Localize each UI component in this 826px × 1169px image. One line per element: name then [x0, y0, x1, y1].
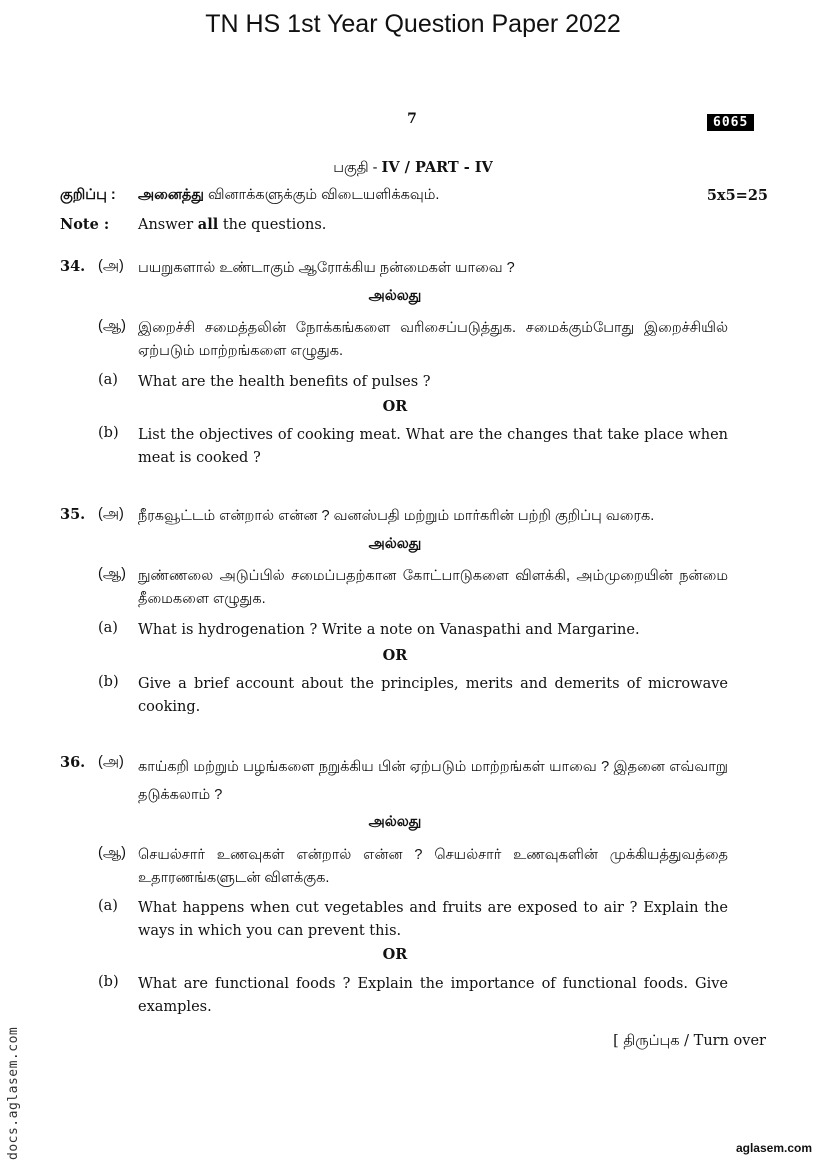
sub-label-tamil-a: (அ): [98, 506, 124, 522]
page-number: 7: [407, 111, 417, 127]
question-text-english-a: What happens when cut vegetables and fruits are exposed to air ? Explain the ways in which you can prevent this.: [138, 900, 728, 939]
paper-code-badge: 6065: [707, 114, 754, 131]
footer-brand: aglasem.com: [735, 1141, 812, 1155]
or-tamil-divider: அல்லது: [368, 536, 422, 552]
question-text-english-b: What are functional foods ? Explain the importance of functional foods. Give examples.: [138, 976, 728, 1015]
question-text-english-b: Give a brief account about the principles, merits and demerits of microwave cooking.: [138, 676, 728, 715]
sub-label-a: (a): [98, 372, 118, 388]
sub-label-tamil-b: (ஆ): [98, 318, 126, 334]
sub-label-tamil-b: (ஆ): [98, 845, 126, 861]
note-english-post: the questions.: [218, 217, 327, 233]
question-number: 34.: [60, 258, 86, 275]
note-tamil-label: குறிப்பு :: [60, 187, 116, 203]
or-tamil-divider: அல்லது: [368, 814, 422, 830]
question-text-tamil-b: நுண்ணலை அடுப்பில் சமைப்பதற்கான கோட்பாடுகளை விளக்கி, அம்முறையின் நன்மை தீமைகளை எழுதுக.: [138, 568, 728, 607]
question-text-english-a: What is hydrogenation ? Write a note on Vanaspathi and Margarine.: [138, 622, 640, 638]
note-tamil: [60, 184, 768, 207]
note-tamil-bold: அனைத்து: [138, 187, 204, 203]
question-text-tamil-a: காய்கறி மற்றும் பழங்களை நறுக்கிய பின் ஏற்படும் மாற்றங்கள் யாவை ? இதனை எவ்வாறு தடுக்கலாம் ?: [138, 759, 728, 803]
sub-label-a: (a): [98, 898, 118, 914]
question-text-tamil-b: செயல்சார் உணவுகள் என்றால் என்ன ? செயல்சார் உணவுகளின் முக்கியத்துவத்தை உதாரணங்களுடன் விளக்குக.: [138, 847, 728, 886]
note-english-label: Note :: [60, 216, 110, 233]
part-heading: [0, 156, 826, 180]
note-tamil-text: வினாக்களுக்கும் விடையளிக்கவும்.: [203, 187, 440, 203]
note-english: [60, 213, 768, 237]
question-number: 35.: [60, 506, 86, 523]
question-text-english-a: What are the health benefits of pulses ?: [138, 374, 431, 390]
sub-label-tamil-a: (அ): [98, 754, 124, 770]
or-divider: OR: [382, 946, 408, 963]
sub-label-tamil-a: (அ): [98, 258, 124, 274]
question-number: 36.: [60, 754, 86, 771]
note-english-bold: all: [197, 216, 219, 233]
sub-label-tamil-b: (ஆ): [98, 566, 126, 582]
sub-label-a: (a): [98, 620, 118, 636]
or-divider: OR: [382, 647, 408, 664]
sub-label-b: (b): [98, 974, 119, 990]
sub-label-b: (b): [98, 425, 119, 441]
question-text-tamil-b: இறைச்சி சமைத்தலின் நோக்கங்களை வரிசைப்படுத்துக. சமைக்கும்போது இறைச்சியில் ஏற்படும் மாற்றங்களை எழுதுக.: [138, 320, 728, 359]
sub-label-b: (b): [98, 674, 119, 690]
question-text-tamil-a: நீரகவூட்டம் என்றால் என்ன ? வனஸ்பதி மற்றும் மார்கரின் பற்றி குறிப்பு வரைக.: [138, 508, 655, 524]
side-watermark: docs.aglasem.com: [6, 1026, 21, 1160]
note-english-pre: Answer: [138, 217, 198, 233]
or-divider: OR: [382, 398, 408, 415]
question-text-english-b: List the objectives of cooking meat. What are the changes that take place when meat is cooked ?: [138, 427, 728, 466]
marks-label: 5x5=25: [706, 187, 768, 204]
part-heading-english: IV / PART - IV: [381, 159, 493, 176]
document-title: TN HS 1st Year Question Paper 2022: [205, 10, 621, 38]
turn-over-note: [ திருப்புக / Turn over: [613, 1033, 766, 1049]
part-heading-tamil: பகுதி -: [333, 160, 382, 176]
or-tamil-divider: அல்லது: [368, 288, 422, 304]
question-text-tamil-a: பயறுகளால் உண்டாகும் ஆரோக்கிய நன்மைகள் யாவை ?: [138, 260, 515, 276]
